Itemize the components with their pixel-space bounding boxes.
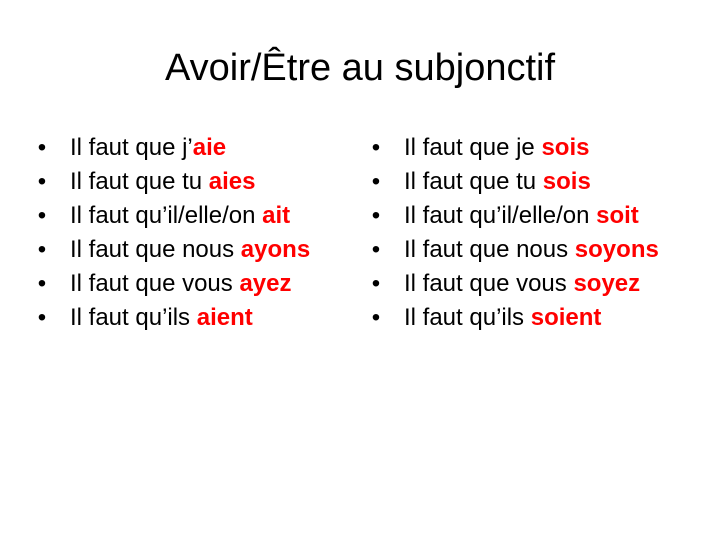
verb-form: aient — [196, 304, 253, 331]
list-item — [364, 303, 704, 333]
item-prefix: Il faut que nous — [404, 236, 575, 263]
verb-form: soyez — [573, 270, 641, 297]
verb-form: ayons — [240, 236, 311, 263]
slide-title: Avoir/Être au subjonctif — [164, 47, 556, 89]
verb-form: ayez — [239, 270, 292, 297]
item-prefix: Il faut que tu — [404, 168, 543, 195]
item-prefix: Il faut que je — [404, 134, 542, 161]
list-item — [30, 201, 350, 231]
list-item — [30, 167, 350, 197]
avoir-list — [30, 133, 350, 337]
bullet-icon: • — [37, 202, 47, 229]
verb-form: soient — [530, 304, 602, 331]
list-item — [30, 235, 350, 265]
bullet-icon: • — [371, 168, 381, 195]
verb-form: ait — [262, 202, 291, 229]
verb-form: soyons — [574, 236, 659, 263]
item-prefix: Il faut que vous — [404, 270, 574, 297]
bullet-icon: • — [371, 304, 381, 331]
item-prefix: Il faut que nous — [70, 236, 241, 263]
bullet-icon: • — [37, 134, 47, 161]
verb-form: aie — [192, 134, 227, 161]
bullet-icon: • — [371, 134, 381, 161]
item-prefix: Il faut qu’ils — [404, 304, 531, 331]
bullet-icon: • — [37, 270, 47, 297]
item-prefix: Il faut qu’il/elle/on — [70, 202, 263, 229]
bullet-icon: • — [371, 202, 381, 229]
list-item — [30, 269, 350, 299]
verb-form: sois — [542, 168, 591, 195]
bullet-icon: • — [37, 168, 47, 195]
list-item — [364, 269, 704, 299]
bullet-icon: • — [37, 304, 47, 331]
item-prefix: Il faut que j’ — [70, 134, 193, 161]
bullet-icon: • — [37, 236, 47, 263]
verb-form: sois — [541, 134, 590, 161]
verb-form: soit — [596, 202, 639, 229]
etre-list — [364, 133, 704, 337]
list-item — [364, 235, 704, 265]
bullet-icon: • — [371, 236, 381, 263]
list-item — [364, 133, 704, 163]
list-item — [30, 133, 350, 163]
bullet-icon: • — [371, 270, 381, 297]
item-prefix: Il faut qu’il/elle/on — [404, 202, 597, 229]
item-prefix: Il faut que vous — [70, 270, 240, 297]
item-prefix: Il faut qu’ils — [70, 304, 197, 331]
verb-form: aies — [208, 168, 256, 195]
list-item — [364, 167, 704, 197]
list-item — [30, 303, 350, 333]
list-item — [364, 201, 704, 231]
item-prefix: Il faut que tu — [70, 168, 209, 195]
